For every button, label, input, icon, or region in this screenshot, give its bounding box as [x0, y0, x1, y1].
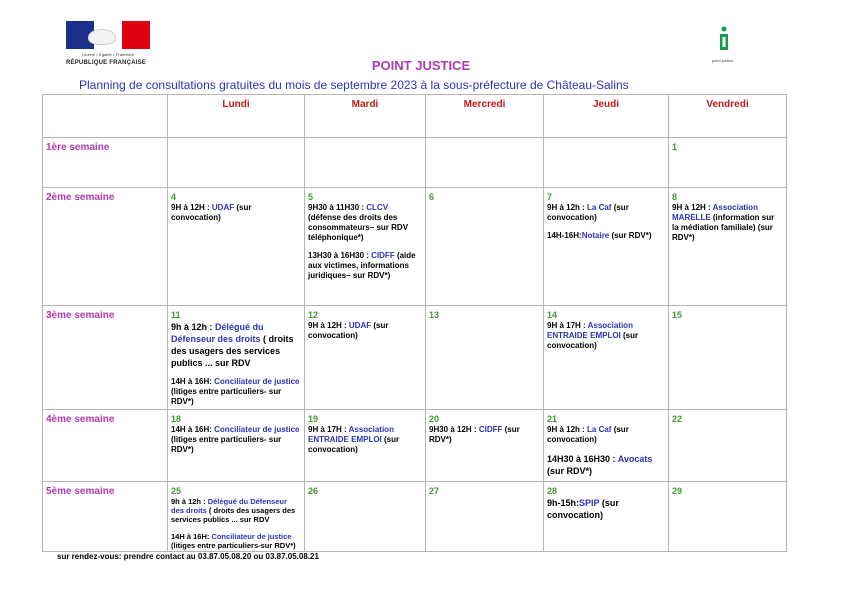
- page-title: POINT JUSTICE: [371, 58, 471, 73]
- day-number: 28: [547, 486, 558, 496]
- appointment-entry: [547, 425, 665, 445]
- appointment-entry: [171, 377, 301, 407]
- entry-details: (sur convocation): [308, 321, 389, 340]
- day-number: 13: [429, 310, 440, 320]
- day-cell: [426, 138, 544, 188]
- marianne-flag-icon: [66, 21, 150, 49]
- entry-time: 14H30 à 16H30 :: [547, 454, 618, 464]
- entry-details: (sur convocation): [547, 498, 619, 520]
- appointment-entry: [308, 251, 422, 281]
- day-cell: [426, 188, 544, 306]
- day-number: 18: [171, 414, 182, 424]
- day-number: 21: [547, 414, 558, 424]
- page-subtitle: Planning de consultations gratuites du mois de septembre 2023 à la sous-préfecture de Château-Salins: [79, 78, 629, 92]
- entry-service: Avocats: [617, 454, 653, 464]
- day-cell: [168, 482, 305, 552]
- entry-details: ( droits des usagers des services publics ... sur RDV: [171, 334, 294, 368]
- day-header: Jeudi: [544, 95, 669, 138]
- day-cell: [305, 188, 426, 306]
- day-cell: [669, 138, 787, 188]
- entry-details: (sur RDV*): [429, 425, 520, 444]
- week-label: 1ère semaine: [43, 138, 168, 188]
- day-cell: [168, 306, 305, 410]
- appointment-entry: [547, 453, 665, 477]
- day-header: Mardi: [305, 95, 426, 138]
- week-label: 4ème semaine: [43, 410, 168, 482]
- entry-time: 14H-16H:: [547, 231, 582, 240]
- point-justice-icon: [718, 26, 730, 50]
- week-label: 3ème semaine: [43, 306, 168, 410]
- day-header: Lundi: [168, 95, 305, 138]
- day-number: 4: [171, 192, 177, 202]
- entry-time: 9h à 12h :: [171, 497, 208, 506]
- table-row: [43, 482, 787, 552]
- day-cell: [669, 188, 787, 306]
- appointment-entry: [171, 532, 301, 550]
- entry-service: Délégué du Défenseur des droits: [171, 322, 264, 344]
- day-cell: [305, 306, 426, 410]
- table-row: [43, 410, 787, 482]
- appointment-entry: [547, 203, 665, 223]
- day-header: Mercredi: [426, 95, 544, 138]
- day-header: Vendredi: [669, 95, 787, 138]
- day-number: 27: [429, 486, 440, 496]
- table-row: [43, 306, 787, 410]
- entry-time: 9H à 12H :: [308, 321, 349, 330]
- day-cell: [305, 138, 426, 188]
- day-cell: [669, 410, 787, 482]
- day-cell: [305, 410, 426, 482]
- day-number: 20: [429, 414, 440, 424]
- entry-service: Association ENTRAIDE EMPLOI: [308, 425, 394, 444]
- day-number: 26: [308, 486, 319, 496]
- day-number: 11: [171, 310, 181, 320]
- day-cell: [168, 138, 305, 188]
- entry-details: (litiges entre particuliers-sur RDV*): [171, 541, 296, 550]
- day-number: 22: [672, 414, 683, 424]
- day-cell: [426, 410, 544, 482]
- day-cell: [426, 306, 544, 410]
- day-number: 25: [171, 486, 182, 496]
- entry-time: 9H à 17H :: [547, 321, 588, 330]
- entry-service: Association ENTRAIDE EMPLOI: [547, 321, 633, 340]
- entry-time: 9H30 à 11H30 :: [308, 203, 367, 212]
- day-cell: [669, 306, 787, 410]
- entry-details: (aide aux victimes, informations juridiques– sur RDV*): [308, 251, 416, 280]
- day-cell: [168, 188, 305, 306]
- entry-time: 9h-15h:: [547, 498, 580, 508]
- day-cell: [168, 410, 305, 482]
- entry-details: (sur convocation): [171, 203, 252, 222]
- republic-name: RÉPUBLIQUE FRANÇAISE: [66, 60, 147, 66]
- appointment-entry: [308, 321, 422, 341]
- appointment-entry: [308, 203, 422, 243]
- entry-details: (sur RDV*): [547, 466, 593, 476]
- entry-time: 14H à 16H:: [171, 377, 215, 386]
- entry-time: 13H30 à 16H30 :: [308, 251, 372, 260]
- appointment-entry: [547, 497, 665, 521]
- entry-service: Délégué du Défenseur des droits: [171, 497, 287, 515]
- contact-footer: sur rendez-vous: prendre contact au 03.87.05.08.20 ou 03.87.05.08.21: [57, 552, 319, 561]
- day-cell: [426, 482, 544, 552]
- entry-time: 9H30 à 12H :: [429, 425, 479, 434]
- entry-service: Conciliateur de justice: [214, 425, 300, 434]
- appointment-entry: [171, 203, 301, 223]
- week-label: 5ème semaine: [43, 482, 168, 552]
- entry-service: CIDFF: [371, 251, 395, 260]
- table-header-row: [43, 95, 787, 138]
- corner-cell: [43, 95, 168, 138]
- entry-time: 9h à 12h :: [171, 322, 216, 332]
- entry-service: UDAF: [348, 321, 372, 330]
- entry-details: (sur convocation): [308, 435, 400, 454]
- entry-time: 9H à 12h :: [547, 203, 588, 212]
- table-row: [43, 188, 787, 306]
- entry-time: 9H à 12H :: [672, 203, 713, 212]
- day-cell: [544, 410, 669, 482]
- day-cell: [544, 306, 669, 410]
- day-cell: [669, 482, 787, 552]
- day-cell: [544, 138, 669, 188]
- entry-service: SPIP: [579, 498, 600, 508]
- entry-details: (sur RDV*): [609, 231, 652, 240]
- day-number: 12: [308, 310, 319, 320]
- entry-service: La Caf: [587, 425, 612, 434]
- day-number: 8: [672, 192, 678, 202]
- republic-motto: Liberté • Égalité • Fraternité: [82, 52, 134, 57]
- entry-time: 14H à 16H:: [171, 425, 215, 434]
- entry-details: ( droits des usagers des services publics ... sur RDV: [171, 506, 296, 524]
- day-cell: [305, 482, 426, 552]
- entry-service: Notaire: [581, 231, 610, 240]
- table-row: [43, 138, 787, 188]
- partner-caption: point justice: [712, 58, 734, 63]
- day-number: 14: [547, 310, 558, 320]
- appointment-entry: [672, 203, 783, 243]
- day-number: 19: [308, 414, 319, 424]
- entry-service: UDAF: [211, 203, 235, 212]
- entry-time: 9H à 17H :: [308, 425, 349, 434]
- entry-service: Association MARELLE: [672, 203, 758, 222]
- appointment-entry: [547, 321, 665, 351]
- day-number: 29: [672, 486, 683, 496]
- entry-time: 14H à 16H:: [171, 532, 212, 541]
- entry-details: (information sur la médiation familiale) (sur RDV*): [672, 213, 775, 242]
- entry-service: Conciliateur de justice: [211, 532, 292, 541]
- entry-details: (sur convocation): [547, 425, 629, 444]
- entry-service: La Caf: [587, 203, 612, 212]
- day-number: 15: [672, 310, 683, 320]
- appointment-entry: [171, 321, 301, 369]
- entry-details: (défense des droits des consommateurs– sur RDV téléphonique*): [308, 213, 409, 242]
- week-label: 2ème semaine: [43, 188, 168, 306]
- appointment-entry: [171, 497, 301, 524]
- appointment-entry: [429, 425, 540, 445]
- entry-time: 9H à 12H :: [171, 203, 212, 212]
- appointment-entry: [547, 231, 665, 241]
- day-number: 7: [547, 192, 553, 202]
- schedule-table: [42, 94, 787, 552]
- entry-service: Conciliateur de justice: [214, 377, 300, 386]
- entry-details: (sur convocation): [547, 203, 629, 222]
- entry-details: (litiges entre particuliers- sur RDV*): [171, 435, 282, 454]
- entry-details: (sur convocation): [547, 331, 639, 350]
- entry-service: CIDFF: [478, 425, 503, 434]
- day-cell: [544, 188, 669, 306]
- day-number: 6: [429, 192, 435, 202]
- appointment-entry: [308, 425, 422, 455]
- day-number: 5: [308, 192, 314, 202]
- day-cell: [544, 482, 669, 552]
- day-number: 1: [672, 142, 678, 152]
- entry-service: CLCV: [366, 203, 389, 212]
- entry-time: 9H à 12h :: [547, 425, 588, 434]
- appointment-entry: [171, 425, 301, 455]
- entry-details: (litiges entre particuliers- sur RDV*): [171, 387, 282, 406]
